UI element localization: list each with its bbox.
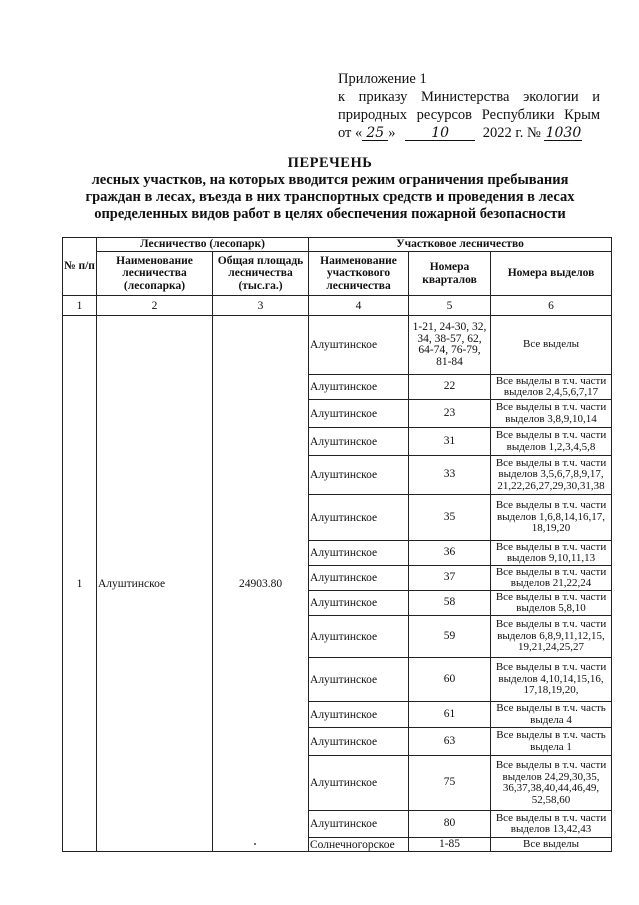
quarter-numbers: 60 [409,658,491,702]
title-line-1: лесных участков, на которых вводится режим ограничения пребывания [91,172,569,188]
quarter-numbers: 37 [409,566,491,591]
district-name: Алуштинское [309,375,409,400]
quarter-numbers: 1-85 [409,838,491,852]
plot-numbers: Все выделы в т.ч. часть выдела 1 [491,728,612,756]
plot-numbers: Все выделы в т.ч. части выделов 9,10,11,13 [491,541,612,566]
district-name: Алуштинское [309,316,409,375]
entry-number: 1 [63,316,97,852]
district-name: Алуштинское [309,400,409,428]
quarter-numbers: 59 [409,616,491,658]
quarter-numbers: 1-21, 24-30, 32, 34, 38-57, 62, 64-74, 76-79, 81-84 [409,316,491,375]
plot-numbers: Все выделы в т.ч. части выделов 1,2,3,4,5,8 [491,428,612,456]
plot-numbers: Все выделы в т.ч. части выделов 13,42,43 [491,811,612,838]
forest-plots-table [62,237,612,852]
quarter-numbers: 80 [409,811,491,838]
document-title [50,155,610,223]
quarter-numbers: 61 [409,702,491,728]
plot-numbers: Все выделы в т.ч. части выделов 21,22,24 [491,566,612,591]
handwritten-month: 10 [405,127,475,141]
district-name: Алуштинское [309,728,409,756]
quarter-numbers: 31 [409,428,491,456]
district-name: Алуштинское [309,756,409,811]
plot-numbers: Все выделы в т.ч. части выделов 3,8,9,10,14 [491,400,612,428]
district-name: Алуштинское [309,428,409,456]
date-prefix: от « [338,125,363,141]
plot-numbers: Все выделы [491,316,612,375]
column-number: 2 [97,296,213,316]
district-name: Алуштинское [309,616,409,658]
quarter-numbers: 23 [409,400,491,428]
quarter-numbers: 22 [409,375,491,400]
plot-numbers: Все выделы [491,838,612,852]
district-name: Солнечногорское [309,838,409,852]
year-number-label: 2022 г. № [482,125,541,141]
quarter-numbers: 58 [409,591,491,616]
title-main: ПЕРЕЧЕНЬ [287,155,373,171]
district-name: Алуштинское [309,658,409,702]
header-forestry-group: Лесничество (лесопарк) [97,238,309,252]
title-line-2: граждан в лесах, въезда в них транспортных средств и проведения в лесах [85,189,575,205]
plot-numbers: Все выделы в т.ч. части выделов 4,10,14,15,16, 17,18,19,20, [491,658,612,702]
plot-numbers: Все выделы в т.ч. части выделов 6,8,9,11,12,15, 19,21,24,25,27 [491,616,612,658]
district-name: Алуштинское [309,702,409,728]
order-line-1: к приказу Министерства экологии и [338,89,600,105]
title-line-3: определенных видов работ в целях обеспечения пожарной безопасности [94,206,566,222]
quarter-numbers: 33 [409,456,491,495]
header-plots: Номера выделов [491,252,612,296]
order-date-line [338,124,600,142]
plot-numbers: Все выделы в т.ч. часть выдела 4 [491,702,612,728]
column-number: 4 [309,296,409,316]
column-number: 3 [213,296,309,316]
order-line-2: природных ресурсов Республики Крым [338,107,600,123]
district-name: Алуштинское [309,456,409,495]
quarter-numbers: 35 [409,495,491,541]
forestry-area: 24903.80 [213,316,309,852]
scan-speck [254,843,256,845]
header-num: № п/п [63,238,97,296]
header-quarters: Номера кварталов [409,252,491,296]
header-district-group: Участковое лесничество [309,238,612,252]
column-number: 1 [63,296,97,316]
table-row [63,316,612,375]
quarter-numbers: 36 [409,541,491,566]
date-mid: » [388,125,396,141]
quarter-numbers: 75 [409,756,491,811]
column-number: 6 [491,296,612,316]
header-forestry-name: Наименование лесничества (лесопарка) [97,252,213,296]
header-district-name: Наименование участкового лесничества [309,252,409,296]
district-name: Алуштинское [309,495,409,541]
district-name: Алуштинское [309,541,409,566]
quarter-numbers: 63 [409,728,491,756]
plot-numbers: Все выделы в т.ч. части выделов 3,5,6,7,8,9,17, 21,22,26,27,29,30,31,38 [491,456,612,495]
column-number: 5 [409,296,491,316]
handwritten-order-number: 1030 [545,125,582,141]
plot-numbers: Все выделы в т.ч. части выделов 1,6,8,14,16,17, 18,19,20 [491,495,612,541]
district-name: Алуштинское [309,566,409,591]
district-name: Алуштинское [309,811,409,838]
plot-numbers: Все выделы в т.ч. части выделов 2,4,5,6,7,17 [491,375,612,400]
header-total-area: Общая площадь лесничества (тыс.га.) [213,252,309,296]
appendix-label: Приложение 1 [338,71,427,87]
plot-numbers: Все выделы в т.ч. части выделов 5,8,10 [491,591,612,616]
appendix-header [338,70,600,142]
plot-numbers: Все выделы в т.ч. части выделов 24,29,30,35, 36,37,38,40,44,46,49, 52,58,60 [491,756,612,811]
forestry-name: Алуштинское [97,316,213,852]
district-name: Алуштинское [309,591,409,616]
handwritten-day: 25 [362,127,388,141]
